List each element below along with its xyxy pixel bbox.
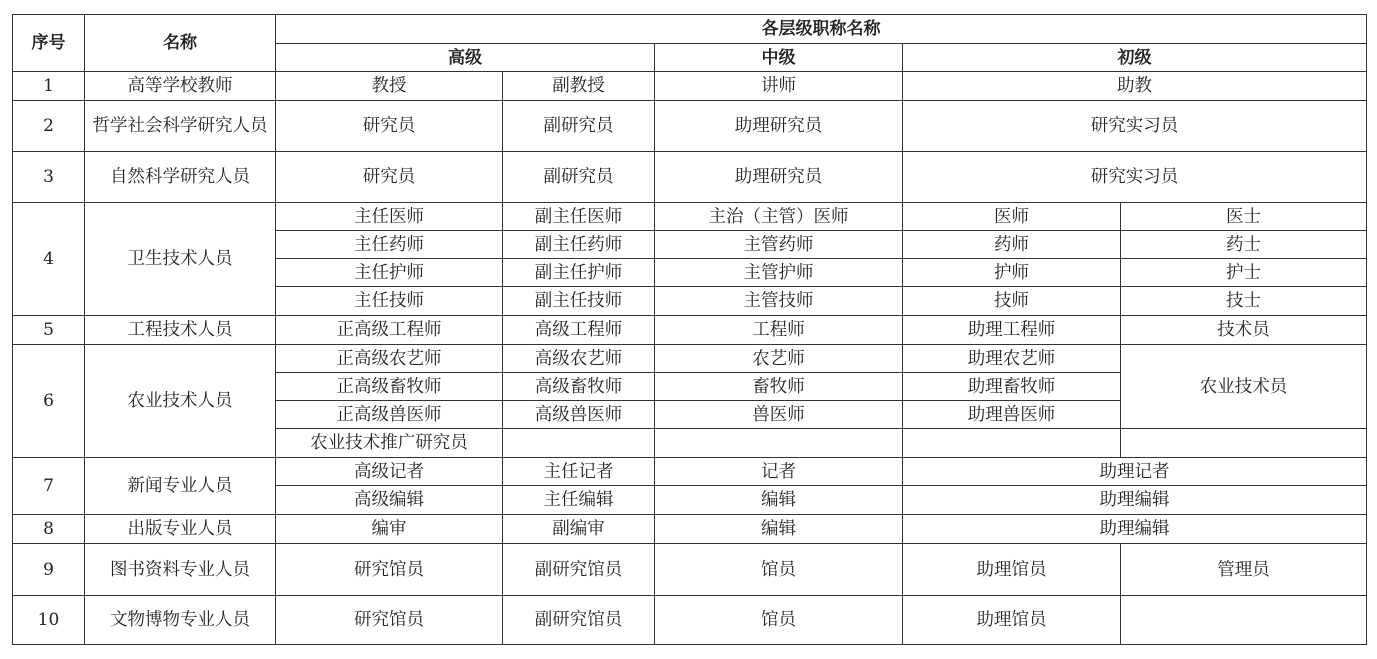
assistant-title: 助理兽医师: [903, 401, 1121, 429]
assistant-title: 医师: [903, 203, 1121, 231]
junior-title: 助理编辑: [903, 486, 1367, 515]
row-no: 6: [13, 345, 85, 458]
deputy-senior-title: 副研究馆员: [503, 596, 655, 645]
deputy-senior-title: 副主任护师: [503, 259, 655, 287]
row-no: 2: [13, 101, 85, 152]
row-no: 10: [13, 596, 85, 645]
assistant-title: 护师: [903, 259, 1121, 287]
table-row: [13, 152, 1367, 203]
header-middle: 中级: [655, 44, 903, 72]
senior-title: 研究馆员: [276, 544, 503, 596]
header-junior: 初级: [903, 44, 1367, 72]
deputy-senior-title: 副主任技师: [503, 287, 655, 316]
staff-title: [1121, 596, 1367, 645]
senior-title: 正高级兽医师: [276, 401, 503, 429]
middle-title: 馆员: [655, 544, 903, 596]
middle-title: 讲师: [655, 72, 903, 101]
deputy-senior-title: 主任记者: [503, 458, 655, 486]
table-row: [13, 458, 1367, 486]
row-name: 高等学校教师: [85, 72, 276, 101]
staff-title: 药士: [1121, 231, 1367, 259]
senior-title: 高级编辑: [276, 486, 503, 515]
middle-title: 畜牧师: [655, 373, 903, 401]
middle-title: 主管技师: [655, 287, 903, 316]
deputy-senior-title: 主任编辑: [503, 486, 655, 515]
table-row: [13, 544, 1367, 596]
middle-title: 编辑: [655, 515, 903, 544]
senior-title: 研究员: [276, 152, 503, 203]
deputy-senior-title: 高级农艺师: [503, 345, 655, 373]
senior-title: 正高级农艺师: [276, 345, 503, 373]
staff-title: 护士: [1121, 259, 1367, 287]
middle-title: 主治（主管）医师: [655, 203, 903, 231]
senior-title: 正高级工程师: [276, 316, 503, 345]
row-no: 4: [13, 203, 85, 316]
row-name: 哲学社会科学研究人员: [85, 101, 276, 152]
deputy-senior-title: 副主任医师: [503, 203, 655, 231]
assistant-title: 助理馆员: [903, 596, 1121, 645]
senior-title: 主任技师: [276, 287, 503, 316]
row-no: 7: [13, 458, 85, 515]
deputy-senior-title: 副主任药师: [503, 231, 655, 259]
header-group: 各层级职称名称: [276, 15, 1367, 44]
title-table: [12, 14, 1367, 645]
header-seq: 序号: [13, 15, 85, 72]
table-row: [13, 203, 1367, 231]
middle-title: 助理研究员: [655, 101, 903, 152]
senior-title: 主任护师: [276, 259, 503, 287]
header-name: 名称: [85, 15, 276, 72]
deputy-senior-title: 副研究员: [503, 101, 655, 152]
middle-title: 主管药师: [655, 231, 903, 259]
middle-title: 农艺师: [655, 345, 903, 373]
junior-title: 研究实习员: [903, 101, 1367, 152]
junior-title: 助理编辑: [903, 515, 1367, 544]
row-name: 文物博物专业人员: [85, 596, 276, 645]
row-name: 图书资料专业人员: [85, 544, 276, 596]
staff-title: 农业技术员: [1121, 345, 1367, 429]
deputy-senior-title: [503, 429, 655, 458]
table-row: [13, 515, 1367, 544]
row-no: 5: [13, 316, 85, 345]
senior-title: 教授: [276, 72, 503, 101]
middle-title: 馆员: [655, 596, 903, 645]
deputy-senior-title: 副编审: [503, 515, 655, 544]
table-row: [13, 316, 1367, 345]
middle-title: 助理研究员: [655, 152, 903, 203]
row-name: 卫生技术人员: [85, 203, 276, 316]
deputy-senior-title: 高级畜牧师: [503, 373, 655, 401]
deputy-senior-title: 高级兽医师: [503, 401, 655, 429]
row-no: 3: [13, 152, 85, 203]
row-no: 1: [13, 72, 85, 101]
assistant-title: 助理工程师: [903, 316, 1121, 345]
assistant-title: 技师: [903, 287, 1121, 316]
senior-title: 研究馆员: [276, 596, 503, 645]
row-name: 新闻专业人员: [85, 458, 276, 515]
middle-title: [655, 429, 903, 458]
staff-title: 技术员: [1121, 316, 1367, 345]
senior-title: 研究员: [276, 101, 503, 152]
senior-title: 正高级畜牧师: [276, 373, 503, 401]
senior-title: 高级记者: [276, 458, 503, 486]
assistant-title: 助理畜牧师: [903, 373, 1121, 401]
deputy-senior-title: 高级工程师: [503, 316, 655, 345]
table-row: [13, 101, 1367, 152]
junior-title: 助教: [903, 72, 1367, 101]
table-row: [13, 345, 1367, 373]
junior-title: 研究实习员: [903, 152, 1367, 203]
table-row: [13, 72, 1367, 101]
table-row: [13, 596, 1367, 645]
middle-title: 记者: [655, 458, 903, 486]
staff-title: 技士: [1121, 287, 1367, 316]
senior-title: 主任药师: [276, 231, 503, 259]
assistant-title: 助理农艺师: [903, 345, 1121, 373]
row-no: 9: [13, 544, 85, 596]
middle-title: 编辑: [655, 486, 903, 515]
header-senior: 高级: [276, 44, 655, 72]
deputy-senior-title: 副研究员: [503, 152, 655, 203]
staff-title: 管理员: [1121, 544, 1367, 596]
row-no: 8: [13, 515, 85, 544]
middle-title: 兽医师: [655, 401, 903, 429]
row-name: 自然科学研究人员: [85, 152, 276, 203]
row-name: 农业技术人员: [85, 345, 276, 458]
senior-title: 农业技术推广研究员: [276, 429, 503, 458]
deputy-senior-title: 副研究馆员: [503, 544, 655, 596]
senior-title: 编审: [276, 515, 503, 544]
assistant-title: 药师: [903, 231, 1121, 259]
assistant-title: [903, 429, 1121, 458]
junior-title: 助理记者: [903, 458, 1367, 486]
senior-title: 主任医师: [276, 203, 503, 231]
row-name: 工程技术人员: [85, 316, 276, 345]
staff-title: [1121, 429, 1367, 458]
middle-title: 工程师: [655, 316, 903, 345]
middle-title: 主管护师: [655, 259, 903, 287]
deputy-senior-title: 副教授: [503, 72, 655, 101]
assistant-title: 助理馆员: [903, 544, 1121, 596]
row-name: 出版专业人员: [85, 515, 276, 544]
staff-title: 医士: [1121, 203, 1367, 231]
